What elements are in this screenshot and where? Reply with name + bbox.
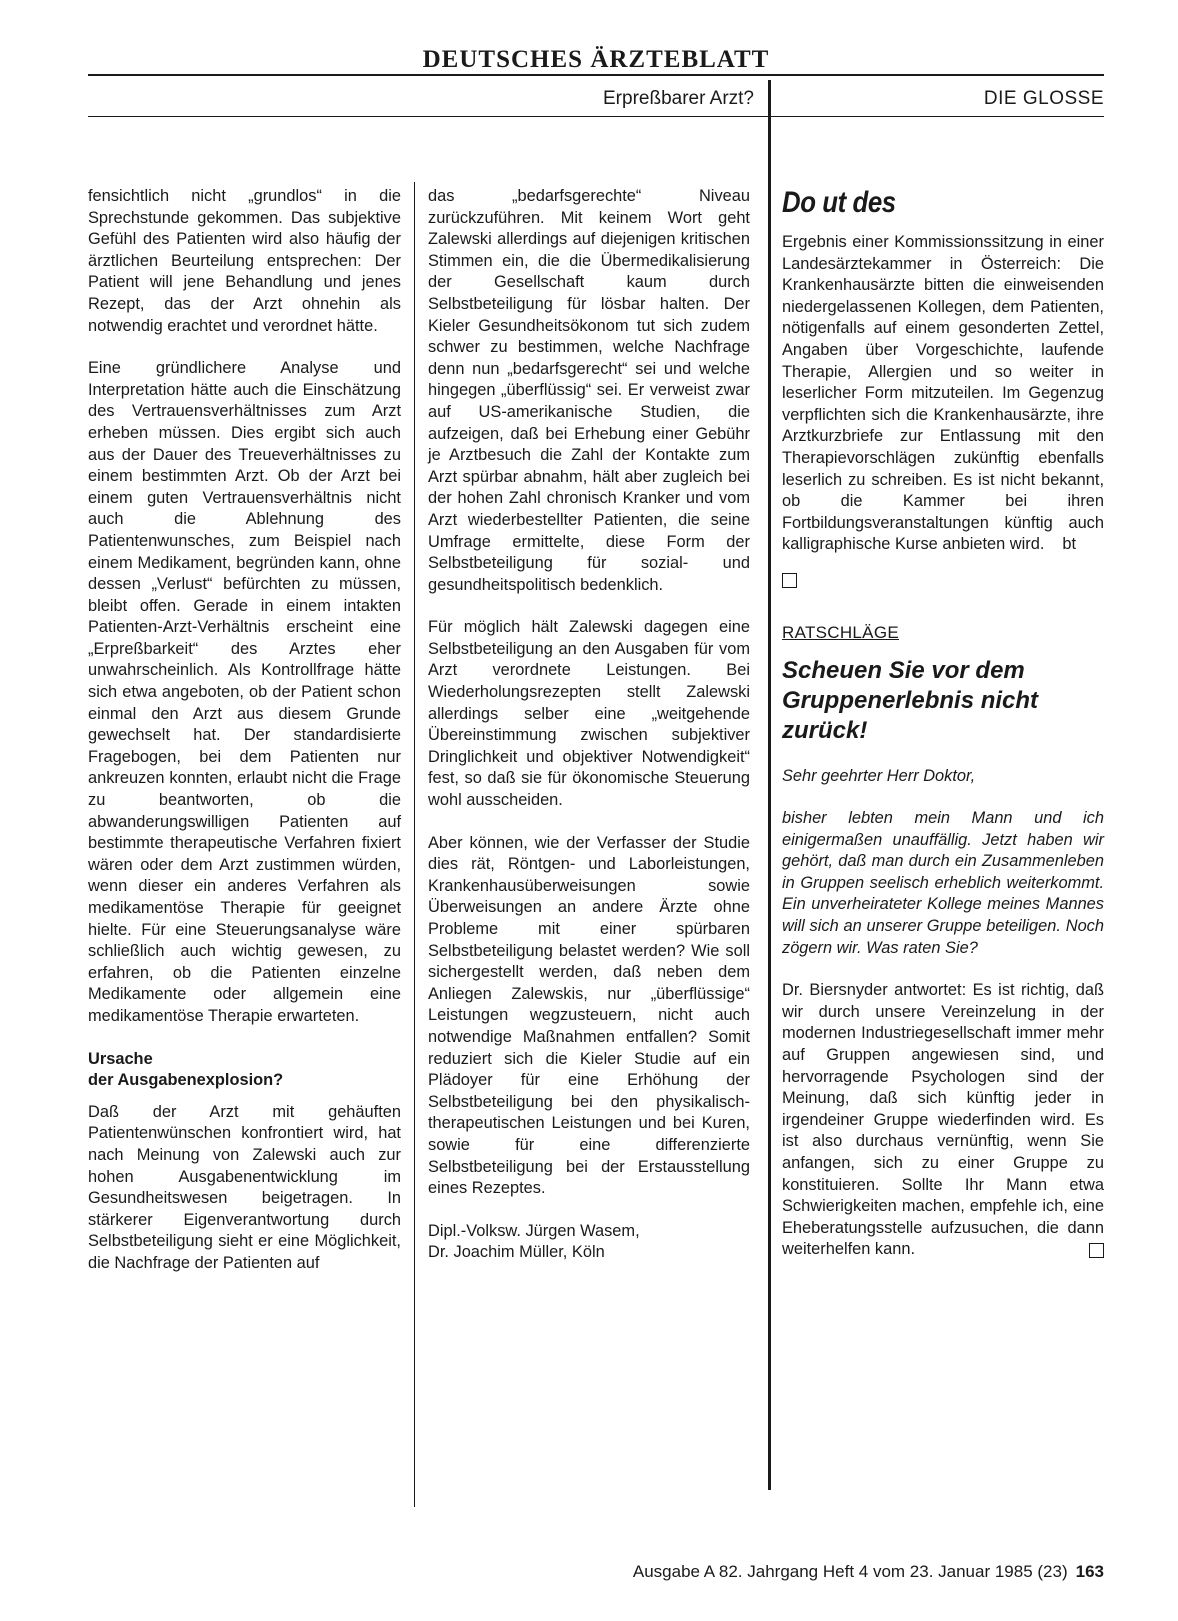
page-number: 163 bbox=[1075, 1562, 1104, 1581]
masthead: DEUTSCHES ÄRZTEBLATT bbox=[422, 46, 770, 73]
glosse-title: Do ut des bbox=[782, 186, 896, 219]
glosse-signature: bt bbox=[1062, 535, 1076, 554]
answer-text: Dr. Biersnyder antwortet: Es ist richtig, daß wir durch unsere Vereinzelung in der modernen Industriegesellschaft immer mehr auf Gruppen angewiesen sind, und hervorragende Psychologen sind der Meinung, daß sich künftig jeder in irgendeiner Gruppe wiederfinden wird. Es ist also durchaus vernünftig, wenn Sie anfangen, sich zu einer Gruppe zu konstituieren. Sollte Ihr Mann etwa Schwierigkeiten machen, empfehle ich, eine Eheberatungsstelle aufzusuchen, die dann weiterhelfen kann. bbox=[782, 981, 1104, 1259]
letter-salutation: Sehr geehrter Herr Doktor, bbox=[782, 766, 976, 785]
column-divider-thin bbox=[414, 182, 415, 1507]
end-square-icon bbox=[1089, 1243, 1104, 1258]
end-square-icon bbox=[782, 573, 797, 588]
glosse-body bbox=[782, 232, 1104, 556]
subheading-line: der Ausgabenexplosion? bbox=[88, 1071, 284, 1090]
article-column-2 bbox=[428, 186, 750, 1264]
author-signature bbox=[428, 1221, 750, 1264]
page-footer bbox=[520, 1562, 1104, 1582]
body-paragraph: Daß der Arzt mit gehäuften Patientenwünschen konfrontiert wird, hat nach Meinung von Zalewski auch zur hohen Ausgabenentwicklung im Gesundheitswesen beigetragen. In stärkerer Eigenverantwortung durch Selbstbeteiligung sieht er eine Möglichkeit, die Nachfrage der Patienten auf bbox=[88, 1102, 401, 1272]
advice-answer bbox=[782, 980, 1104, 1261]
article-running-title: Erpreßbarer Arzt? bbox=[603, 88, 754, 109]
author-line: Dipl.-Volksw. Jürgen Wasem, bbox=[428, 1221, 640, 1240]
glosse-column bbox=[782, 186, 1104, 1282]
body-paragraph: das „bedarfsgerechte“ Niveau zurückzuführen. Mit keinem Wort geht Zalewski allerdings auf diejenigen kritischen Stimmen ein, die die Übermedikalisierung der Gesellschaft kaum durch Selbstbeteiligung für lösbar halten. Der Kieler Gesundheitsökonom tut sich zudem schwer zu bestimmen, welche Nachfrage denn nun „bedarfsgerecht“ sei und welche hingegen „überflüssig“ sei. Er verweist zwar auf US-amerikanische Studien, die aufzeigen, daß bei Erhebung einer Gebühr je Arztbesuch die Zahl der Kontakte zum Arzt spürbar abnahm, hält aber zugleich bei der hohen Zahl chronisch Kranker und vom Arzt wiederbestellter Patienten, die seine Umfrage ermittelte, diese Form der Selbstbeteiligung für sozial- und gesundheitspolitisch bedenklich. bbox=[428, 187, 750, 594]
body-paragraph: Aber können, wie der Verfasser der Studie dies rät, Röntgen- und Laborleistungen, Krankenhausüberweisungen sowie Überweisungen an andere Ärzte ohne Probleme mit einer spürbaren Selbstbeteiligung belastet werden? Wie soll sichergestellt werden, daß neben dem Anliegen Zalewskis, nur „überflüssige“ Leistungen wegzusteuern, nicht auch notwendige Maßnahmen entfallen? Somit reduziert sich die Kieler Studie auf ein Plädoyer für eine Erhöhung der Selbstbeteiligung bei den physikalisch-therapeutischen Leistungen und bei Kuren, sowie für eine differenzierte Selbstbeteiligung bei der Erstausstellung eines Rezeptes. bbox=[428, 833, 750, 1198]
column-divider-thick bbox=[768, 80, 771, 1490]
header-rule bbox=[88, 116, 1104, 117]
body-paragraph: fensichtlich nicht „grundlos“ in die Sprechstunde gekommen. Das subjektive Gefühl des Patienten wird also häufig der ärztlichen Beurteilung entsprechen: Der Patient will jene Behandlung und jenes Rezept, das der Arzt ohnehin als notwendig erachtet und verordnet hätte. bbox=[88, 187, 401, 335]
author-line: Dr. Joachim Müller, Köln bbox=[428, 1243, 605, 1262]
body-paragraph: Für möglich hält Zalewski dagegen eine Selbstbeteiligung an den Ausgaben für vom Arzt verordnete Leistungen. Bei Wiederholungsrezepten stellt Zalewski allerdings selber eine „weitgehende Übereinstimmung zwischen subjektiver Dringlichkeit und objektiver Notwendigkeit“ fest, so daß sie für ökonomische Steuerung wohl ausscheiden. bbox=[428, 618, 750, 810]
subheading bbox=[88, 1049, 401, 1092]
reader-letter: bisher lebten mein Mann und ich einigermaßen unauffällig. Jetzt haben wir gehört, daß man durch ein Zusammenleben in Gruppen seelisch erheblich weiterkommt. Ein unverheirateter Kollege meines Mannes will sich an unserer Gruppe beteiligen. Noch zögern wir. Was raten Sie? bbox=[782, 809, 1104, 957]
glosse-text: Ergebnis einer Kommissionssitzung in einer Landesärztekammer in Österreich: Die Krankenhausärzte bitten die einweisenden niedergelassenen Kollegen, dem Patienten, nötigenfalls auf einem gesonderten Zettel, Angaben über Vorgeschichte, laufende Therapie, Allergien und so weiter in leserlicher Form mitzuteilen. Im Gegenzug verpflichten sich die Krankenhausärzte, ihre Arztkurzbriefe zur Entlassung mit den Therapievorschlägen zukünftig ebenfalls leserlich zu schreiben. Es ist nicht bekannt, ob die Kammer bei ihren Fortbildungsveranstaltungen künftig auch kalligraphische Kurse anbieten wird. bbox=[782, 233, 1104, 554]
end-mark bbox=[782, 570, 1104, 588]
rubric-label: RATSCHLÄGE bbox=[782, 622, 899, 642]
issue-info: Ausgabe A 82. Jahrgang Heft 4 vom 23. Januar 1985 (23) bbox=[632, 1562, 1068, 1581]
article-column-1 bbox=[88, 186, 401, 1296]
advice-title: Scheuen Sie vor dem Gruppenerlebnis nicht zurück! bbox=[782, 656, 1039, 744]
section-label: DIE GLOSSE bbox=[983, 88, 1104, 109]
body-paragraph: Eine gründlichere Analyse und Interpretation hätte auch die Einschätzung des Vertrauensverhältnisses zum Arzt erheben müssen. Dies ergibt sich auch aus der Dauer des Treueverhältnisses zu einem bestimmten Arzt. Ob der Arzt bei einem guten Vertrauensverhältnis nicht auch die Ablehnung des Patientenwunsches, zum Beispiel nach einem Medikament, begründen kann, ohne dessen „Verlust“ befürchten zu müssen, bleibt offen. Gerade in einem intakten Patienten-Arzt-Verhältnis erscheint eine „Erpreßbarkeit“ des Arztes eher unwahrscheinlich. Als Kontrollfrage hätte sich etwa angeboten, ob der Patient schon einmal den Arzt aus diesem Grunde gewechselt hat. Der standardisierte Fragebogen, bei dem Patienten nur ankreuzen konnten, erlaubt nicht die Frage zu beantworten, ob die abwanderungswilligen Patienten auf bestimmte therapeutische Verfahren fixiert wären oder dem Arzt zustimmen würden, wenn dieser ein anderes Verfahren als medikamentöse Therapie für geeignet hielte. Für eine Steuerungsanalyse wäre schließlich auch wichtig gewesen, zu erfahren, ob die Patienten einzelne Medikamente oder allgemein eine medikamentöse Therapie erwarteten. bbox=[88, 359, 401, 1025]
subheading-line: Ursache bbox=[88, 1049, 153, 1068]
masthead-rule bbox=[88, 74, 1104, 76]
